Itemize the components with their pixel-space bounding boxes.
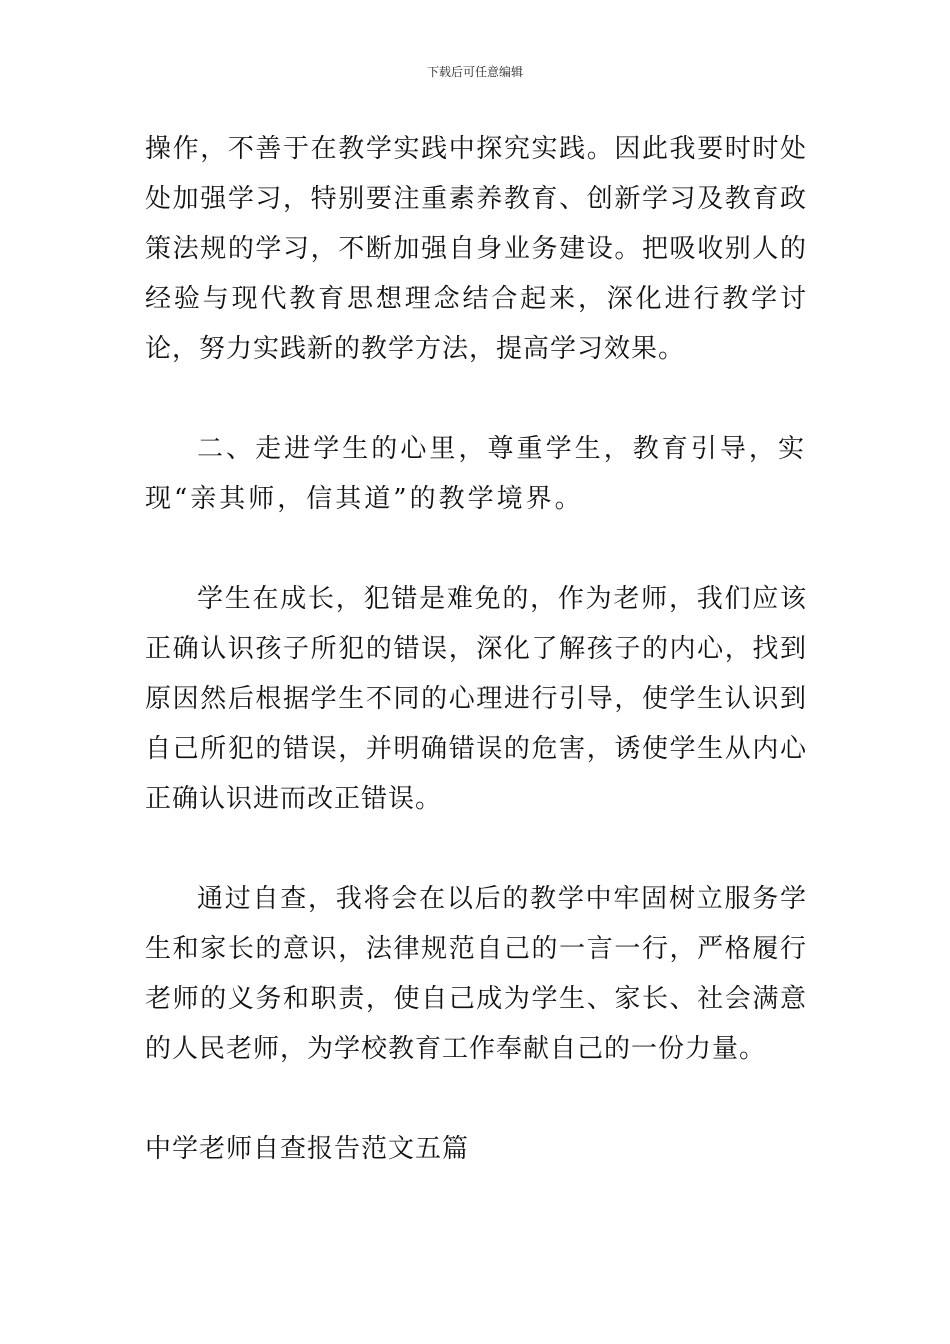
section-heading-two: 二、走进学生的心里，尊重学生，教育引导，实现“亲其师，信其道”的教学境界。 (145, 434, 807, 514)
page-header-note: 下载后可任意编辑 (426, 65, 523, 79)
next-document-title: 中学老师自查报告范文五篇 (145, 1134, 470, 1164)
paragraph-gap (145, 374, 807, 424)
paragraph-gap (145, 524, 807, 574)
paragraph-student-growth: 学生在成长，犯错是难免的，作为老师，我们应该正确认识孩子所犯的错误，深化了解孩子的内心，找到原因然后根据学生不同的心理进行引导，使学生认识到自己所犯的错误，并明确错误的危害，诱使学生从内心正确认识进而改正错误。 (145, 584, 807, 814)
paragraph-continued: 操作，不善于在教学实践中探究实践。因此我要时时处处加强学习，特别要注重素养教育、创新学习及教育政策法规的学习，不断加强自身业务建设。把吸收别人的经验与现代教育思想理念结合起来，深化进行教学讨论，努力实践新的教学方法，提高学习效果。 (145, 134, 807, 364)
paragraph-gap (145, 1074, 807, 1124)
document-body (145, 124, 807, 1174)
paragraph-gap (145, 824, 807, 874)
paragraph-self-check-conclusion: 通过自查，我将会在以后的教学中牢固树立服务学生和家长的意识，法律规范自己的一言一行，严格履行老师的义务和职责，使自己成为学生、家长、社会满意的人民老师，为学校教育工作奉献自己的一份力量。 (145, 884, 807, 1064)
